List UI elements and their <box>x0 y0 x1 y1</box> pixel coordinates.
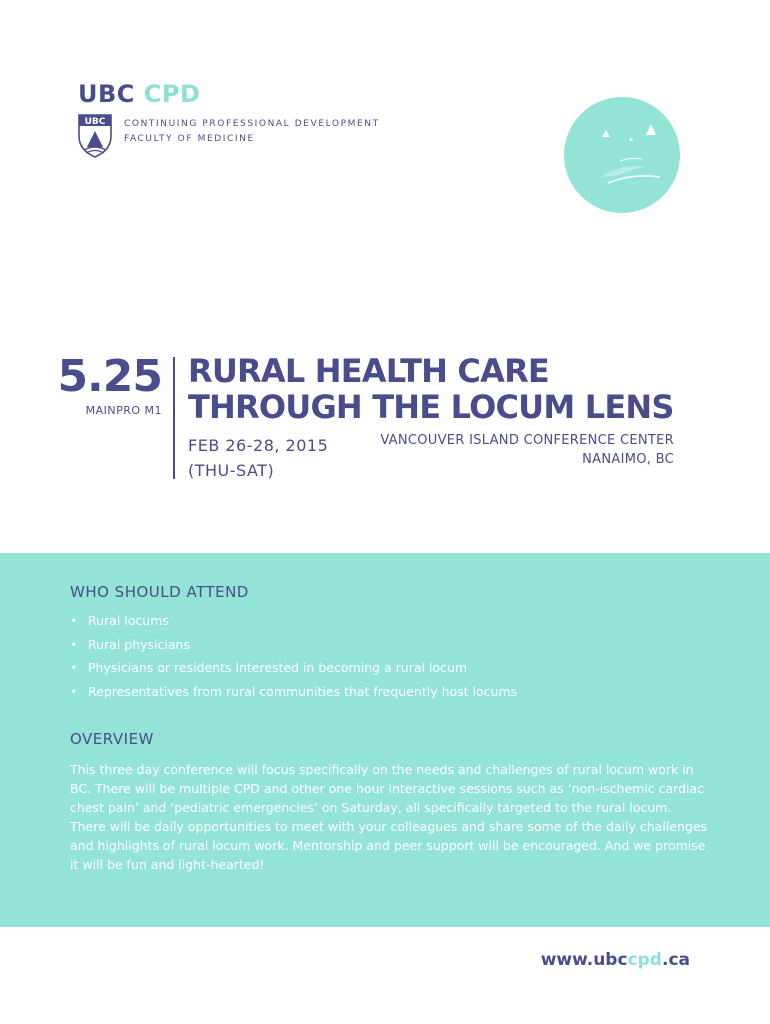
event-title-line1: RURAL HEALTH CARE <box>188 352 549 390</box>
overview-heading: OVERVIEW <box>70 730 154 748</box>
logo-subtitle <box>124 117 380 147</box>
attendee-list <box>70 609 517 703</box>
logo-cpd-text: CPD <box>143 80 201 108</box>
ubc-shield-icon <box>78 114 112 158</box>
list-item <box>70 680 517 704</box>
credits-number: 5.25 <box>57 351 162 402</box>
list-item-text: Representatives from rural communities that frequently host locums <box>88 683 518 699</box>
overview-text: This three day conference will focus specifically on the needs and challenges of rural locum work in BC. There will be multiple CPD and other one hour interactive sessions such as ‘non-ischemic cardiac chest pain’ and ‘pediatric emergencies’ on Saturday, all specifically targeted to the rural locum. There will be daily opportunities to meet with your colleagues and share some of the daily challenges and highlights of rural locum work. Mentorship and peer support will be encouraged. And we promise it will be fun and light-hearted! <box>70 762 708 872</box>
logo-subtitle-line2: FACULTY OF MEDICINE <box>124 134 255 144</box>
event-venue-line2: NANAIMO, BC <box>582 452 674 467</box>
bullet-dot-icon: • <box>70 636 78 652</box>
list-item <box>70 656 517 680</box>
bullet-dot-icon: • <box>70 683 78 699</box>
list-item-text: Rural locums <box>88 613 169 628</box>
info-band <box>0 553 770 927</box>
list-item <box>70 609 517 633</box>
event-title-line2: THROUGH THE LOCUM LENS <box>188 388 674 426</box>
credits-block <box>50 351 162 417</box>
event-date <box>188 433 328 483</box>
ubc-cpd-logo <box>78 80 380 144</box>
logo-ubc-text: UBC <box>78 80 135 108</box>
event-date-line1: FEB 26-28, 2015 <box>188 436 329 455</box>
bullet-dot-icon: • <box>70 613 78 628</box>
website-part3: .ca <box>661 950 690 970</box>
website-part1: www.ubc <box>540 950 628 970</box>
who-should-attend-heading: WHO SHOULD ATTEND <box>70 583 249 601</box>
list-item <box>70 633 517 657</box>
website-part2: cpd <box>627 950 662 970</box>
logo-subtitle-line1: CONTINUING PROFESSIONAL DEVELOPMENT <box>124 119 380 129</box>
website-link[interactable] <box>541 952 690 969</box>
vertical-divider <box>173 357 175 479</box>
list-item-text: Rural physicians <box>88 636 190 652</box>
mountain-landscape-icon <box>564 97 680 213</box>
credits-label: MAINPRO M1 <box>85 404 162 417</box>
event-date-line2: (THU-SAT) <box>188 461 275 480</box>
list-item-text: Physicians or residents interested in becoming a rural locum <box>88 660 468 675</box>
event-title <box>188 353 748 425</box>
shield-text: UBC <box>84 117 106 127</box>
event-venue <box>380 431 674 469</box>
logo-title <box>78 82 200 106</box>
bullet-dot-icon: • <box>70 660 78 675</box>
event-venue-line1: VANCOUVER ISLAND CONFERENCE CENTER <box>380 433 674 448</box>
